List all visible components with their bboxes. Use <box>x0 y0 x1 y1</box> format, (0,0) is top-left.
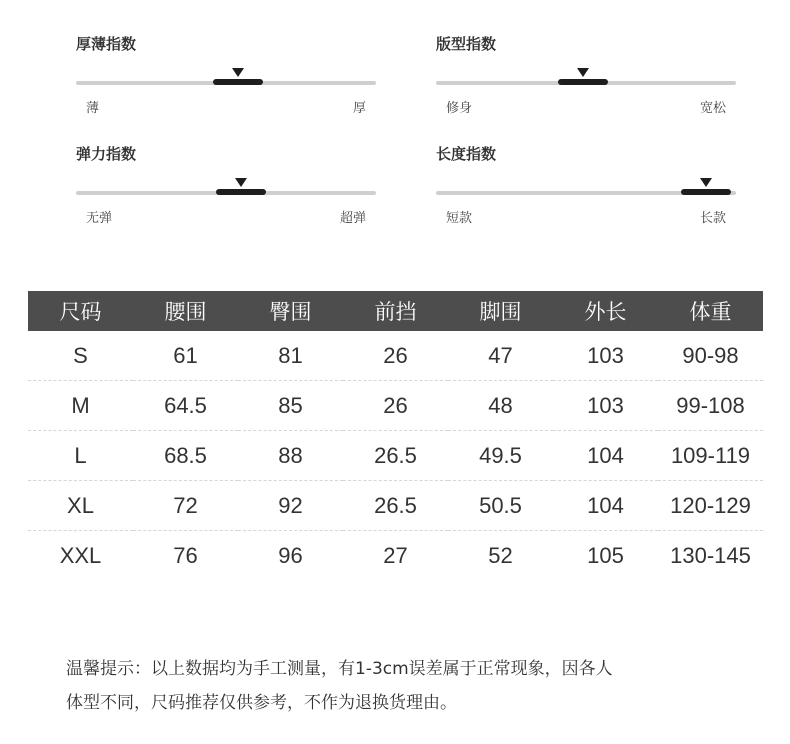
size-chart-table <box>28 291 763 580</box>
gauge-pointer-icon <box>232 68 244 77</box>
table-cell: 85 <box>238 381 343 431</box>
table-cell: 50.5 <box>448 481 553 531</box>
header-hip: 臀围 <box>238 291 343 331</box>
gauge-left-label: 短款 <box>446 211 473 226</box>
table-cell: 72 <box>133 481 238 531</box>
table-cell: 47 <box>448 331 553 381</box>
table-cell: 61 <box>133 331 238 381</box>
thickness-index-gauge <box>76 33 376 116</box>
gauge-right-label: 超弹 <box>339 211 366 226</box>
header-weight: 体重 <box>658 291 763 331</box>
gauge-fill <box>681 189 731 195</box>
gauge-right-label: 宽松 <box>699 101 726 116</box>
elasticity-index-gauge <box>76 143 376 226</box>
table-cell: 26.5 <box>343 481 448 531</box>
gauge-fill <box>213 79 263 85</box>
table-cell: 88 <box>238 431 343 481</box>
notice-line-1: 温馨提示：以上数据均为手工测量，有1-3cm误差属于正常现象，因各人 <box>66 659 613 679</box>
table-header-row <box>28 291 763 331</box>
table-row <box>28 331 763 381</box>
table-cell: 104 <box>553 431 658 481</box>
header-size: 尺码 <box>28 291 133 331</box>
notice-line-2: 体型不同，尺码推荐仅供参考，不作为退换货理由。 <box>66 693 457 713</box>
gauge-left-label: 无弹 <box>86 211 113 226</box>
table-cell: 104 <box>553 481 658 531</box>
length-index-gauge <box>436 143 736 226</box>
gauge-title: 版型指数 <box>436 35 497 53</box>
table-cell: L <box>28 431 133 481</box>
table-cell: 130-145 <box>670 542 751 568</box>
header-outseam: 外长 <box>553 291 658 331</box>
table-cell: 26 <box>343 331 448 381</box>
gauge-fill <box>216 189 266 195</box>
table-row <box>28 481 763 531</box>
gauge-title: 弹力指数 <box>76 145 137 163</box>
table-row <box>28 381 763 431</box>
fit-index-gauge <box>436 33 736 116</box>
header-front-rise: 前挡 <box>343 291 448 331</box>
table-cell: 81 <box>238 331 343 381</box>
table-cell: 26.5 <box>343 431 448 481</box>
table-cell: 27 <box>383 542 408 568</box>
table-cell: 26 <box>343 381 448 431</box>
gauge-right-label: 厚 <box>352 101 366 116</box>
table-cell: 52 <box>488 542 513 568</box>
table-cell: 68.5 <box>133 431 238 481</box>
table-cell: 99-108 <box>658 381 763 431</box>
table-cell: 48 <box>448 381 553 431</box>
table-row <box>28 431 763 481</box>
gauge-left-label: 薄 <box>86 101 100 116</box>
table-cell: 103 <box>553 331 658 381</box>
gauge-title: 厚薄指数 <box>76 35 137 53</box>
table-cell: 49.5 <box>448 431 553 481</box>
table-cell: S <box>28 331 133 381</box>
header-waist: 腰围 <box>133 291 238 331</box>
table-cell: 96 <box>278 542 303 568</box>
table-cell: 64.5 <box>133 381 238 431</box>
gauge-pointer-icon <box>700 178 712 187</box>
header-leg-opening: 脚围 <box>448 291 553 331</box>
table-cell: 109-119 <box>658 431 763 481</box>
table-cell: 105 <box>587 542 624 568</box>
measurement-notice <box>66 652 746 720</box>
table-cell: XL <box>28 481 133 531</box>
gauge-pointer-icon <box>235 178 247 187</box>
table-cell: 120-129 <box>658 481 763 531</box>
table-cell: 90-98 <box>658 331 763 381</box>
table-cell: XXL <box>59 542 102 568</box>
table-row <box>28 531 763 581</box>
table-cell: M <box>28 381 133 431</box>
gauge-right-label: 长款 <box>699 211 726 226</box>
table-cell: 76 <box>173 542 198 568</box>
table-cell: 92 <box>238 481 343 531</box>
gauge-fill <box>558 79 608 85</box>
gauge-title: 长度指数 <box>436 145 497 163</box>
table-cell: 103 <box>553 381 658 431</box>
gauge-pointer-icon <box>577 68 589 77</box>
gauge-left-label: 修身 <box>446 101 473 116</box>
